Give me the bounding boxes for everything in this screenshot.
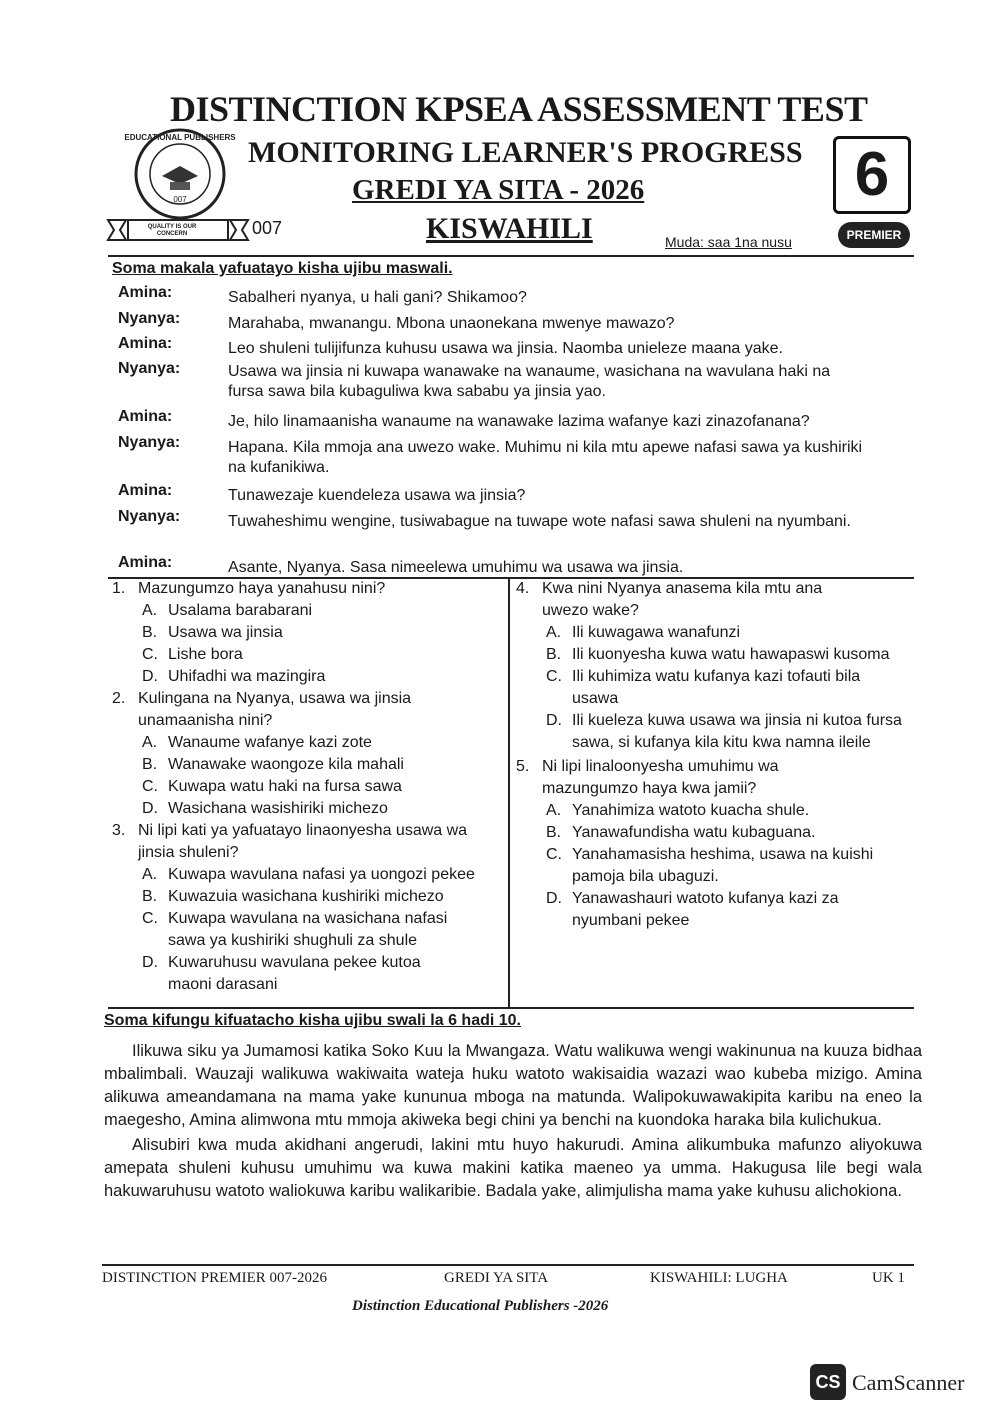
dialogue-speaker: Amina: [118,408,173,425]
dialogue-speaker: Amina: [118,554,173,571]
dialogue-speaker: Nyanya: [118,434,181,451]
option-d[interactable]: D. Yanawashauri watoto kufanya kazi za nyumbani pekee [546,890,839,929]
option-d[interactable]: D. Kuwaruhusu wavulana pekee kutoa maoni darasani [142,954,421,993]
dialogue-line: Marahaba, mwanangu. Mbona unaonekana mwenye mawazo? [228,315,675,332]
option-c[interactable]: C. Ili kuhimiza watu kufanya kazi tofauti bila usawa [546,668,861,707]
question-text: Kulingana na Nyanya, usawa wa jinsia unamaanisha nini? [138,690,412,729]
dialogue-speaker: Amina: [118,335,173,352]
time-allowed: Muda: saa 1na nusu [665,234,792,250]
question-text: Ni lipi kati ya yafuatayo linaonyesha usawa wa jinsia shuleni? [138,822,468,861]
questions-left [112,578,502,996]
grade-line: GREDI YA SITA - 2026 [352,174,645,206]
camscanner-name: CamScanner [852,1370,965,1395]
dialogue-speaker: Amina: [118,482,173,499]
footer-center: GREDI YA SITA [444,1270,549,1286]
footer-divider [102,1264,914,1266]
question-1 [112,578,502,688]
passage-paragraph: Ilikuwa siku ya Jumamosi katika Soko Kuu la Mwangaza. Watu walikuwa wengi wakinunua na kuuza bidhaa mbalimbali. Wauzaji walikuwa wakiwaita wateja huku watoto wakisaidia wazazi wao kubeba mizigo. Amina alikuwa ameandamana na mama yake kununua mboga na matunda. Walipokuwawakipita karibu na eneo la maegesho, Amina alimwona mtu mmoja akiweka begi chini ya benchi na kuondoka haraka bila kulichukua. [104,1042,922,1129]
dialogue-line: Asante, Nyanya. Sasa nimeelewa umuhimu wa usawa wa jinsia. [228,559,684,576]
option-c[interactable]: C. Kuwapa wavulana na wasichana nafasi sawa ya kushiriki shughuli za shule [142,910,448,949]
option-b[interactable]: B. Ili kuonyesha kuwa watu hawapaswi kusoma [546,646,890,663]
dialogue-line: Je, hilo linamaanisha wanaume na wanawake lazima wafanye kazi zinazofanana? [228,413,810,430]
header-divider [108,255,914,257]
question-4 [516,578,911,754]
option-b[interactable]: B. Wanawake waongoze kila mahali [142,756,404,773]
option-c[interactable]: C. Yanahamasisha heshima, usawa na kuishi pamoja bila ubaguzi. [546,846,874,885]
question-2 [112,688,502,820]
dialogue-speaker: Nyanya: [118,310,181,327]
subject-title: KISWAHILI [426,212,593,245]
paper-code: 007 [252,218,283,238]
option-d[interactable]: D. Wasichana wasishiriki michezo [142,800,388,817]
seal-code: 007 [173,195,187,204]
ribbon-text: QUALITY IS OUR CONCERN [147,224,197,237]
question-text: Mazungumzo haya yanahusu nini? [138,580,386,597]
grade-number: 6 [833,136,911,214]
question-number: 1. [112,580,126,597]
page-title: DISTINCTION KPSEA ASSESSMENT TEST [170,89,868,129]
section2-instruction: Soma kifungu kifuatacho kisha ujibu swali la 6 hadi 10. [104,1012,521,1029]
question-3 [112,820,502,996]
questions-right [516,578,911,932]
option-a[interactable]: A. Yanahimiza watoto kuacha shule. [546,802,810,819]
dialogue-line: Usawa wa jinsia ni kuwapa wanawake na wanaume, wasichana na wavulana haki na fursa sawa bila kubaguliwa kwa sababu ya jinsia yao. [228,363,831,400]
question-text: Kwa nini Nyanya anasema kila mtu ana uwezo wake? [542,580,823,619]
option-a[interactable]: A. Ili kuwagawa wanafunzi [546,624,741,641]
page-number: UK 1 [872,1270,905,1286]
question-text: Ni lipi linaloonyesha umuhimu wa mazungumzo haya kwa jamii? [542,758,779,797]
footer-right: KISWAHILI: LUGHA [650,1270,788,1286]
dialogue-line: Tuwaheshimu wengine, tusiwabague na tuwape wote nafasi sawa shuleni na nyumbani. [228,513,851,530]
dialogue-speaker: Nyanya: [118,360,181,377]
premier-badge: PREMIER [838,222,910,248]
option-b[interactable]: B. Usawa wa jinsia [142,624,283,641]
option-b[interactable]: B. Kuwazuia wasichana kushiriki michezo [142,888,444,905]
option-d[interactable]: D. Ili kueleza kuwa usawa wa jinsia ni kutoa fursa sawa, si kufanya kila kitu kwa namna ileile [546,712,902,751]
option-c[interactable]: C. Lishe bora [142,646,243,663]
dialogue-line: Sabalheri nyanya, u hali gani? Shikamoo? [228,289,527,306]
option-a[interactable]: A. Usalama barabarani [142,602,313,619]
publisher-line: Distinction Educational Publishers -2026 [352,1298,609,1314]
question-number: 4. [516,580,530,597]
publisher-seal [124,126,236,222]
option-c[interactable]: C. Kuwapa watu haki na fursa sawa [142,778,402,795]
question-5 [516,756,911,932]
option-b[interactable]: B. Yanawafundisha watu kubaguana. [546,824,816,841]
dialogue-speaker: Nyanya: [118,508,181,525]
footer-left: DISTINCTION PREMIER 007-2026 [102,1270,327,1286]
camscanner-logo-icon: CS [810,1364,846,1400]
option-a[interactable]: A. Kuwapa wavulana nafasi ya uongozi pekee [142,866,475,883]
passage [104,1040,922,1203]
page-subtitle: MONITORING LEARNER'S PROGRESS [248,136,803,169]
dialogue-speaker: Amina: [118,284,173,301]
dialogue-line: Leo shuleni tulijifunza kuhusu usawa wa jinsia. Naomba unieleze maana yake. [228,340,783,357]
option-d[interactable]: D. Uhifadhi wa mazingira [142,668,326,685]
option-a[interactable]: A. Wanaume wafanye kazi zote [142,734,372,751]
section1-instruction: Soma makala yafuatayo kisha ujibu maswali. [112,260,453,277]
questions-bottom-divider [108,1007,914,1009]
dialogue-line: Tunawezaje kuendeleza usawa wa jinsia? [228,487,526,504]
question-number: 3. [112,822,126,839]
column-divider [508,579,510,1007]
question-number: 2. [112,690,126,707]
passage-paragraph: Alisubiri kwa muda akidhani angerudi, lakini mtu huyo hakurudi. Amina alikumbuka mafunzo aliyokuwa amepata shuleni kuhusu umuhimu wa kuwa makini katika maeneo ya umma. Hakugusa lile begi wala hakuwaruhusu watoto waliokuwa karibu walikaribie. Badala yake, alimjulisha mama yake kuhusu alichokiona. [104,1136,922,1200]
question-number: 5. [516,758,530,775]
dialogue-line: Hapana. Kila mmoja ana uwezo wake. Muhimu ni kila mtu apewe nafasi sawa ya kushiriki na kufanikiwa. [228,439,863,476]
seal-text: EDUCATIONAL PUBLISHERS [124,133,236,142]
